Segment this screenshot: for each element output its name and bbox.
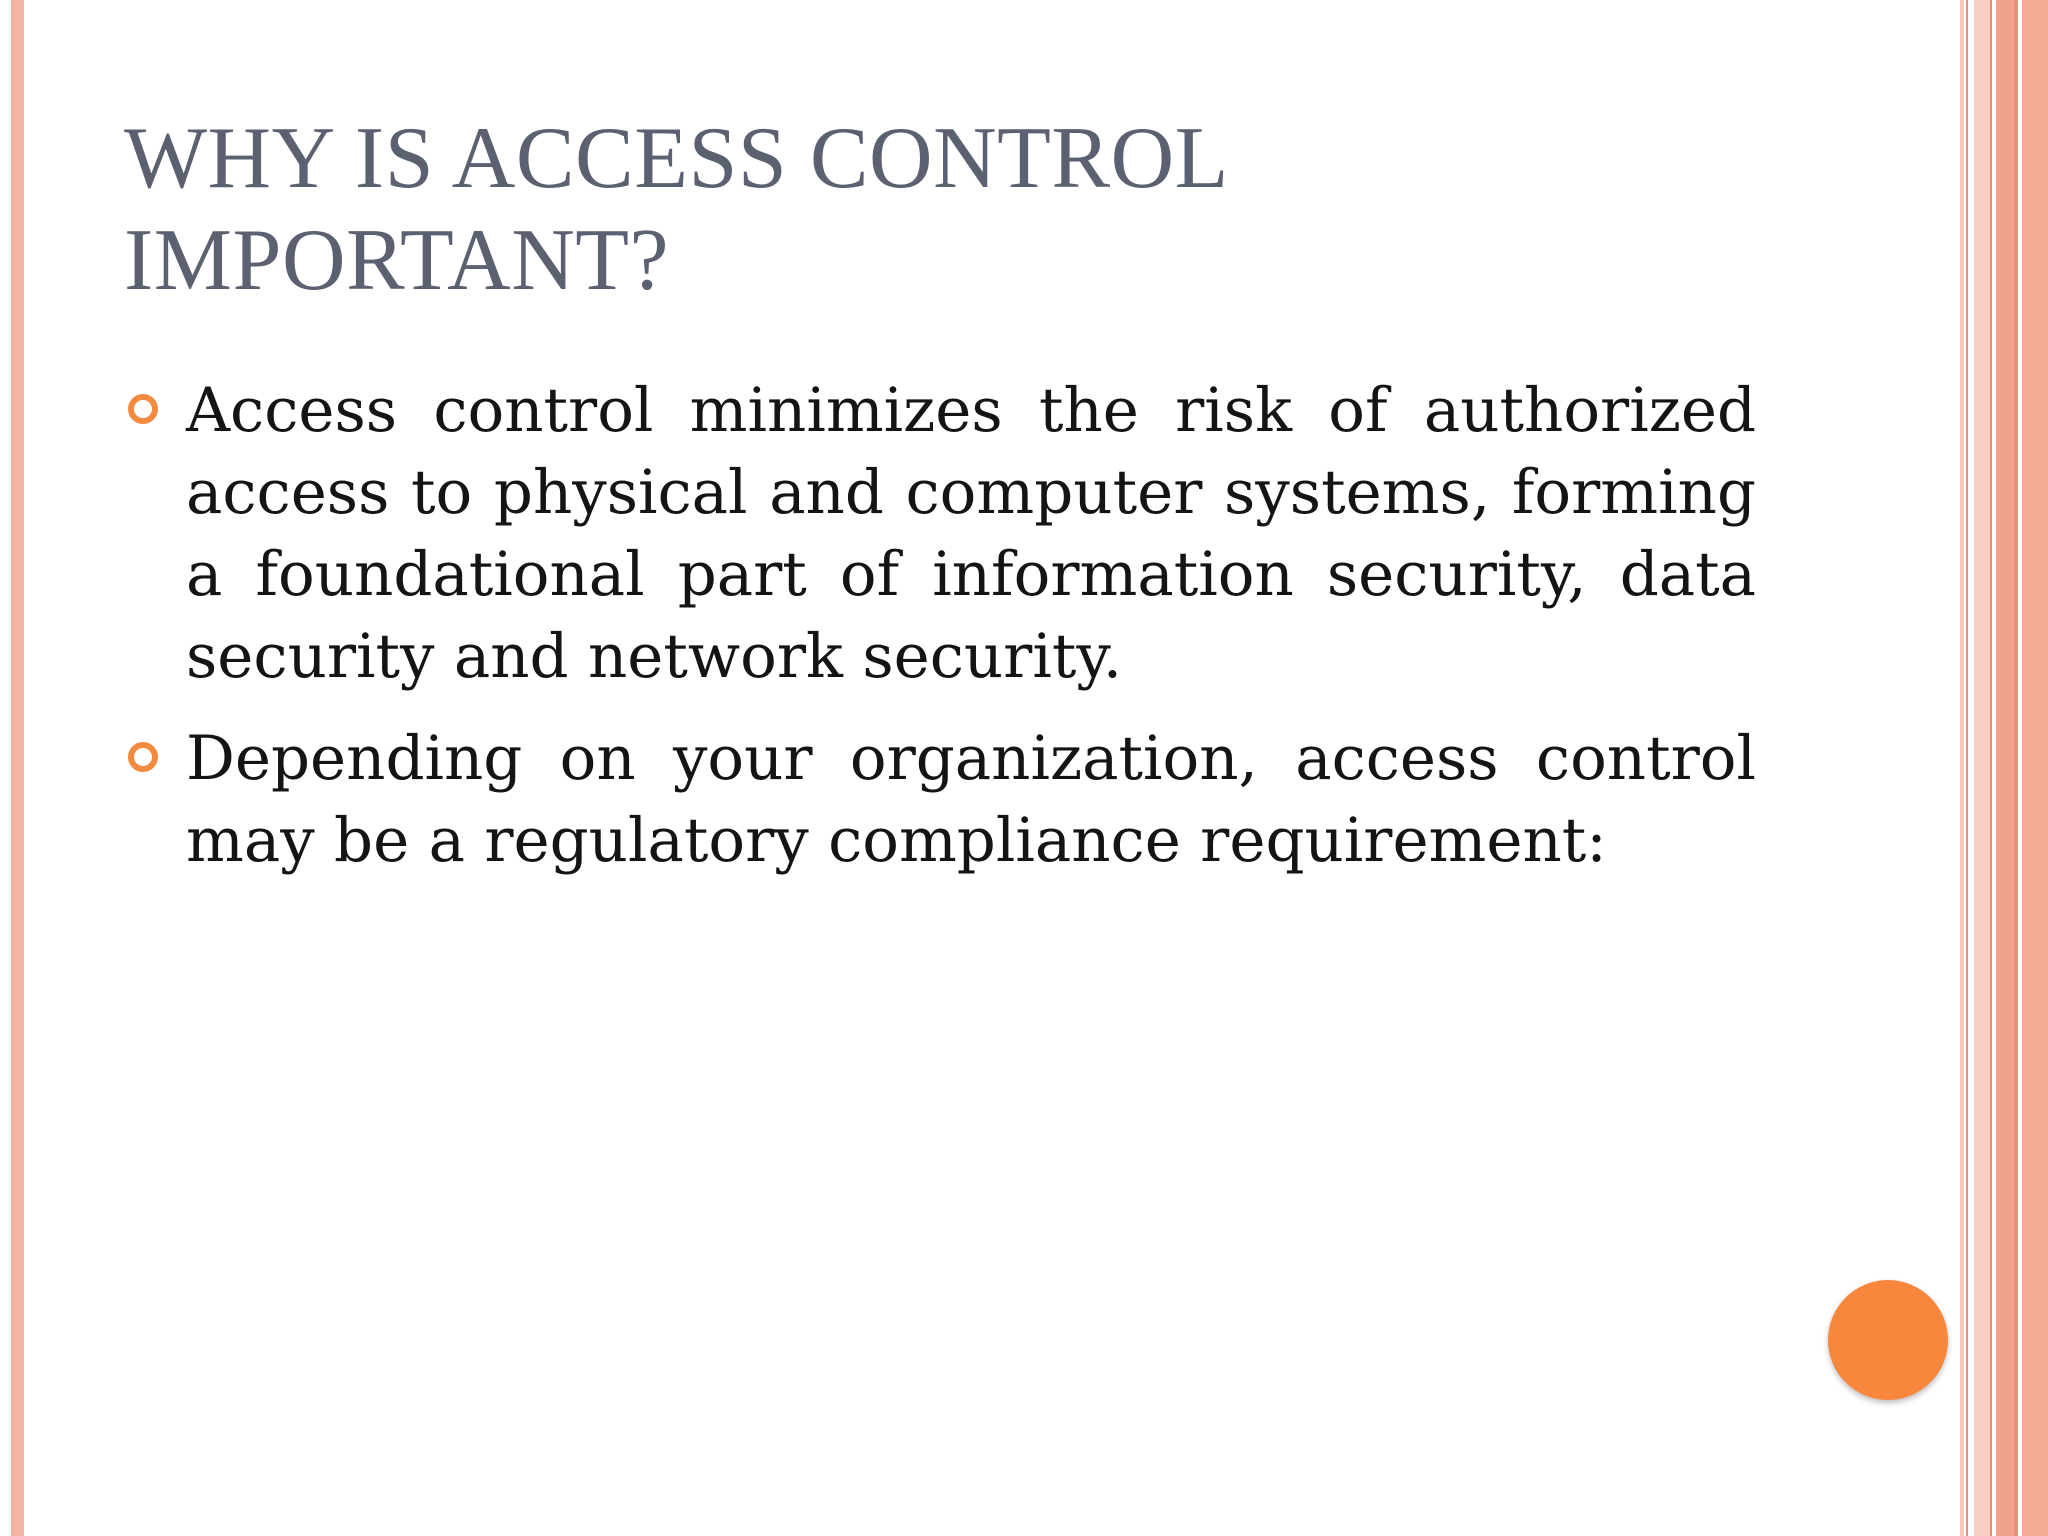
bullet-item bbox=[124, 718, 1756, 882]
right-decorative-stripe bbox=[1996, 0, 2014, 1536]
bullet-text: Depending on your organization, access control may be a regulatory compliance requirement: bbox=[186, 723, 1756, 876]
ring-bullet-icon bbox=[128, 394, 158, 424]
bullet-text: Access control minimizes the risk of authorized access to physical and computer systems, forming a foundational part of information security, data security and network security. bbox=[186, 375, 1756, 692]
ring-bullet-icon bbox=[128, 742, 158, 772]
slide-title: WHY IS ACCESS CONTROL IMPORTANT? bbox=[124, 110, 1226, 309]
bullet-list bbox=[124, 370, 1756, 902]
left-decorative-bar bbox=[11, 0, 24, 1536]
right-decorative-stripe bbox=[2022, 0, 2048, 1536]
right-decorative-stripe bbox=[1966, 0, 1968, 1536]
right-decorative-stripe bbox=[1960, 0, 1964, 1536]
right-decorative-stripe bbox=[2014, 0, 2018, 1536]
orange-circle-icon bbox=[1828, 1280, 1948, 1400]
right-decorative-stripe bbox=[1974, 0, 1990, 1536]
right-decorative-stripe bbox=[1990, 0, 1992, 1536]
bullet-item bbox=[124, 370, 1756, 698]
